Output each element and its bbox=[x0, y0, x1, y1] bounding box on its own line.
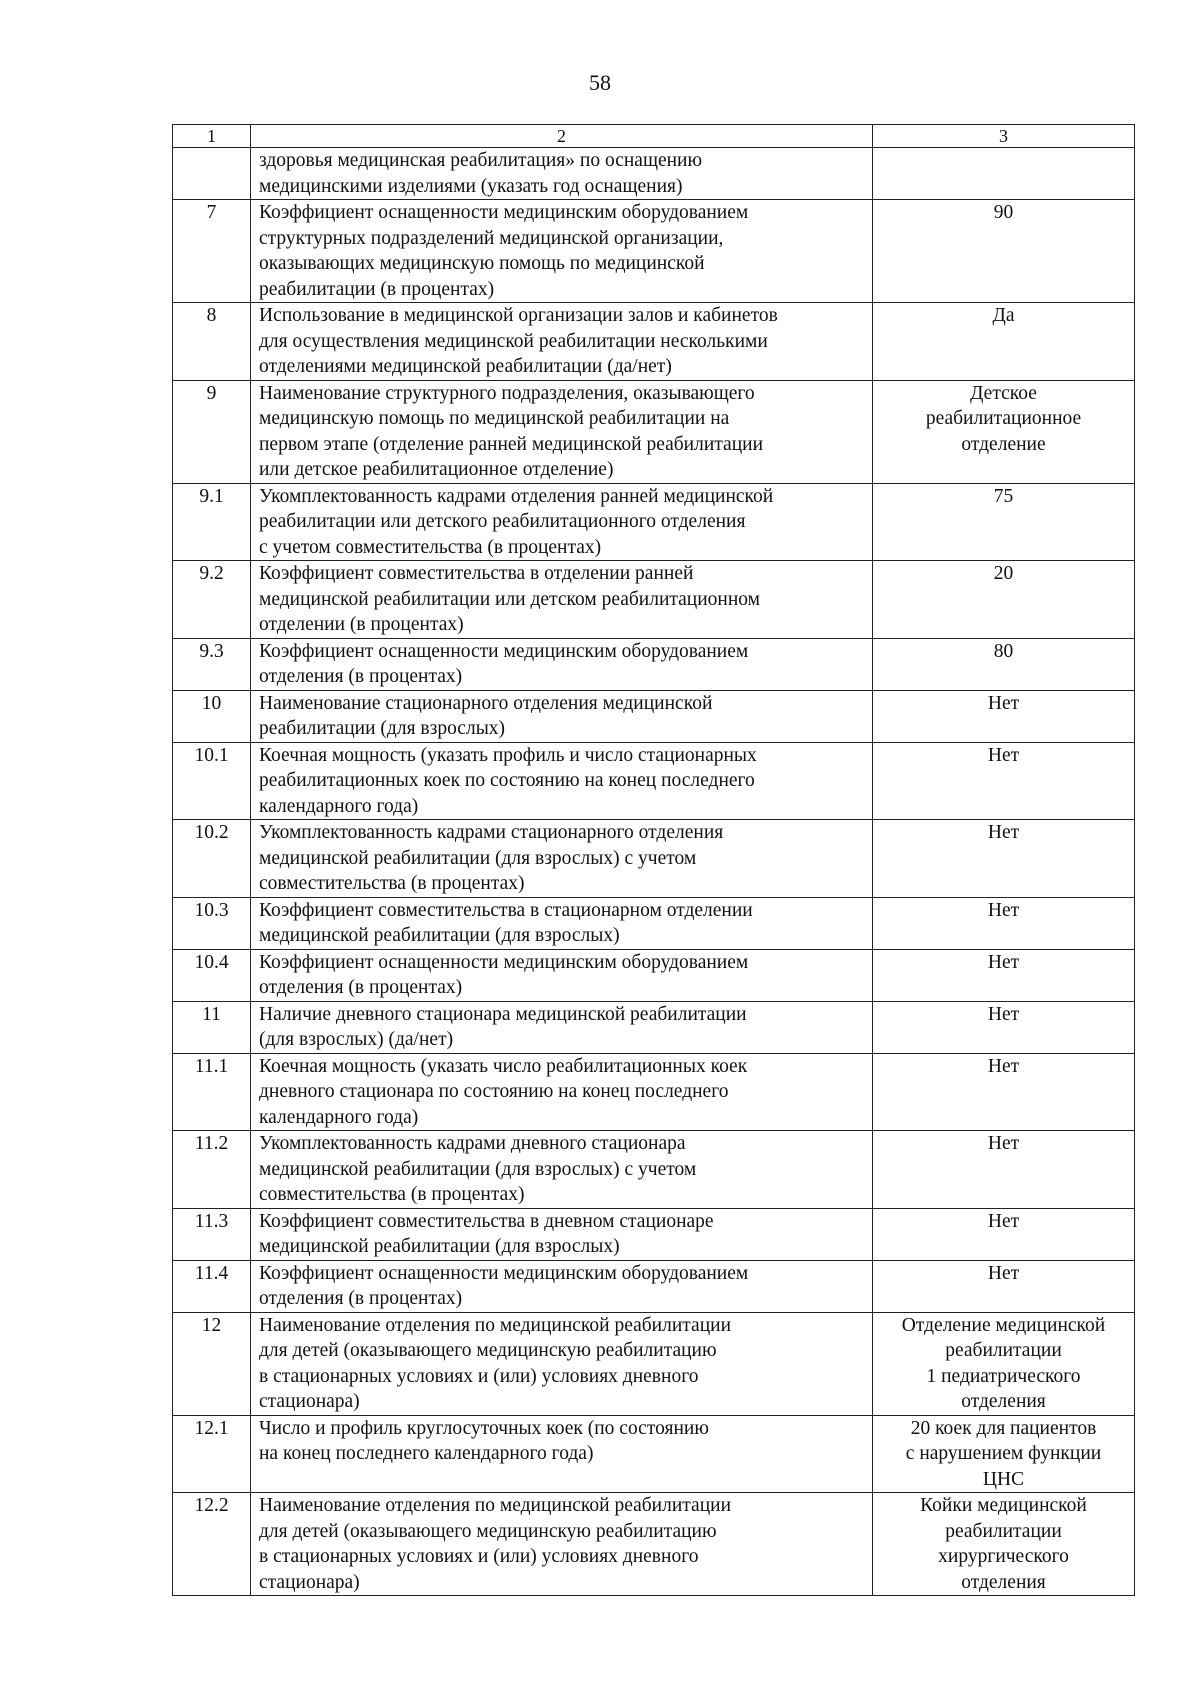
header-cell-description: 2 bbox=[251, 125, 873, 148]
description-line: Коэффициент оснащенности медицинским оборудованием bbox=[259, 1262, 749, 1284]
description-line: для детей (оказывающего медицинскую реабилитацию bbox=[259, 1520, 717, 1542]
row-value-cell bbox=[873, 380, 1135, 483]
row-value-cell bbox=[873, 742, 1135, 820]
row-number-cell bbox=[173, 148, 251, 200]
value-line: Нет bbox=[987, 1262, 1020, 1284]
description-line: Коэффициент оснащенности медицинским оборудованием bbox=[259, 640, 749, 662]
description-line: Наименование отделения по медицинской реабилитации bbox=[259, 1314, 731, 1336]
description-line: медицинскую помощь по медицинской реабилитации на bbox=[259, 408, 730, 429]
description-line: медицинской реабилитации (для взрослых) с учетом bbox=[259, 847, 697, 869]
table-row bbox=[173, 897, 1135, 949]
description-line: медицинской реабилитации (для взрослых) bbox=[259, 1236, 620, 1257]
table-row bbox=[173, 638, 1135, 690]
table-row bbox=[173, 1312, 1135, 1415]
table-row bbox=[173, 742, 1135, 820]
row-description-cell bbox=[251, 1053, 873, 1131]
row-value-cell bbox=[873, 897, 1135, 949]
header-cell-number: 1 bbox=[173, 125, 251, 148]
description-line: Наименование отделения по медицинской реабилитации bbox=[259, 1495, 731, 1516]
table-row bbox=[173, 1053, 1135, 1131]
table-row bbox=[173, 820, 1135, 898]
description-line: медицинскими изделиями (указать год оснащения) bbox=[259, 175, 683, 197]
table-row bbox=[173, 1001, 1135, 1053]
value-line: 20 bbox=[993, 563, 1014, 584]
row-description-cell bbox=[251, 897, 873, 949]
description-line: календарного года) bbox=[259, 795, 419, 817]
table-row bbox=[173, 380, 1135, 483]
description-line: календарного года) bbox=[259, 1106, 419, 1128]
description-line: совместительства (в процентах) bbox=[259, 1184, 525, 1205]
row-number-cell: 8 bbox=[173, 303, 251, 381]
row-value-cell bbox=[873, 1131, 1135, 1209]
description-line: Коэффициент оснащенности медицинским оборудованием bbox=[259, 202, 749, 223]
value-line: реабилитации bbox=[945, 1340, 1062, 1361]
description-line: совместительства (в процентах) bbox=[259, 873, 525, 894]
description-line: или детское реабилитационное отделение) bbox=[259, 459, 614, 480]
row-description-cell bbox=[251, 1312, 873, 1415]
description-line: оказывающих медицинскую помощь по медицинской bbox=[259, 253, 705, 274]
table-row bbox=[173, 148, 1135, 200]
value-line: Нет bbox=[987, 1210, 1020, 1232]
row-description-cell bbox=[251, 1260, 873, 1312]
row-number-cell: 10.1 bbox=[173, 742, 251, 820]
row-value-cell bbox=[873, 1053, 1135, 1131]
row-number-cell: 10.4 bbox=[173, 949, 251, 1001]
description-line: с учетом совместительства (в процентах) bbox=[259, 536, 602, 558]
table-row bbox=[173, 200, 1135, 303]
description-line: на конец последнего календарного года) bbox=[259, 1443, 594, 1464]
description-line: Наименование структурного подразделения, оказывающего bbox=[259, 382, 755, 404]
row-number-cell: 10.3 bbox=[173, 897, 251, 949]
row-value-cell bbox=[873, 1312, 1135, 1415]
value-line: Нет bbox=[987, 822, 1020, 843]
description-line: Коэффициент совместительства в стационарном отделении bbox=[259, 899, 753, 921]
value-line: 80 bbox=[993, 640, 1014, 662]
description-line: Число и профиль круглосуточных коек (по состоянию bbox=[259, 1417, 709, 1439]
row-description-cell bbox=[251, 742, 873, 820]
description-line: в стационарных условиях и (или) условиях дневного bbox=[259, 1365, 699, 1387]
description-line: для детей (оказывающего медицинскую реабилитацию bbox=[259, 1340, 717, 1361]
description-line: стационара) bbox=[259, 1391, 360, 1412]
row-value-cell bbox=[873, 303, 1135, 381]
description-line: реабилитационных коек по состоянию на конец последнего bbox=[259, 770, 755, 791]
row-description-cell bbox=[251, 380, 873, 483]
description-line: стационара) bbox=[259, 1571, 360, 1593]
description-line: отделениями медицинской реабилитации (да/нет) bbox=[259, 356, 672, 377]
row-description-cell bbox=[251, 1415, 873, 1493]
row-description-cell bbox=[251, 1493, 873, 1596]
description-line: в стационарных условиях и (или) условиях дневного bbox=[259, 1546, 699, 1567]
row-number-cell: 12 bbox=[173, 1312, 251, 1415]
value-line: хирургического bbox=[938, 1546, 1069, 1567]
description-line: отделения (в процентах) bbox=[259, 977, 463, 998]
description-line: реабилитации или детского реабилитационного отделения bbox=[259, 511, 746, 532]
row-value-cell bbox=[873, 1001, 1135, 1053]
row-description-cell bbox=[251, 303, 873, 381]
row-description-cell bbox=[251, 690, 873, 742]
description-line: Укомплектованность кадрами дневного стационара bbox=[259, 1133, 686, 1154]
description-line: медицинской реабилитации или детском реабилитационном bbox=[259, 588, 761, 610]
value-line: 1 педиатрического bbox=[926, 1365, 1081, 1387]
row-number-cell: 12.1 bbox=[173, 1415, 251, 1493]
value-line: 90 bbox=[993, 202, 1014, 223]
row-description-cell bbox=[251, 949, 873, 1001]
description-line: отделения (в процентах) bbox=[259, 666, 463, 687]
value-line: 20 коек для пациентов bbox=[910, 1417, 1097, 1439]
page-number: 58 bbox=[589, 70, 611, 95]
row-value-cell bbox=[873, 561, 1135, 639]
row-description-cell bbox=[251, 1001, 873, 1053]
row-value-cell bbox=[873, 820, 1135, 898]
value-line: Отделение медицинской bbox=[901, 1314, 1106, 1336]
row-value-cell bbox=[873, 1208, 1135, 1260]
row-description-cell bbox=[251, 483, 873, 561]
description-line: здоровья медицинская реабилитация» по оснащению bbox=[259, 150, 703, 171]
table-header-row bbox=[173, 125, 1135, 148]
description-line: Наличие дневного стационара медицинской реабилитации bbox=[259, 1003, 747, 1025]
table-row bbox=[173, 1415, 1135, 1493]
row-number-cell: 11.1 bbox=[173, 1053, 251, 1131]
description-line: реабилитации (в процентах) bbox=[259, 278, 495, 300]
description-line: Коэффициент совместительства в дневном стационаре bbox=[259, 1210, 714, 1232]
value-line: 75 bbox=[993, 485, 1014, 507]
value-line: Нет bbox=[987, 692, 1020, 714]
description-line: Коэффициент совместительства в отделении ранней bbox=[259, 563, 694, 584]
row-description-cell bbox=[251, 638, 873, 690]
row-number-cell: 11.3 bbox=[173, 1208, 251, 1260]
row-value-cell bbox=[873, 1260, 1135, 1312]
table-row bbox=[173, 1260, 1135, 1312]
description-line: первом этапе (отделение ранней медицинской реабилитации bbox=[259, 433, 764, 455]
value-line: Нет bbox=[987, 1133, 1020, 1154]
table-row bbox=[173, 949, 1135, 1001]
table-row bbox=[173, 690, 1135, 742]
table-row bbox=[173, 1131, 1135, 1209]
description-line: структурных подразделений медицинской организации, bbox=[259, 227, 724, 249]
row-number-cell: 9.1 bbox=[173, 483, 251, 561]
row-description-cell bbox=[251, 1131, 873, 1209]
row-number-cell: 7 bbox=[173, 200, 251, 303]
description-line: дневного стационара по состоянию на конец последнего bbox=[259, 1081, 729, 1102]
value-line: Детское bbox=[970, 382, 1037, 404]
description-line: Коэффициент оснащенности медицинским оборудованием bbox=[259, 951, 749, 973]
value-line: отделения bbox=[961, 1571, 1046, 1593]
description-line: Наименование стационарного отделения медицинской bbox=[259, 692, 713, 714]
value-line: Нет bbox=[987, 899, 1020, 921]
table-row bbox=[173, 1493, 1135, 1596]
description-line: медицинской реабилитации (для взрослых) bbox=[259, 925, 620, 946]
row-description-cell bbox=[251, 148, 873, 200]
value-line: реабилитации bbox=[945, 1520, 1062, 1542]
value-line: Да bbox=[992, 305, 1015, 326]
row-number-cell: 10 bbox=[173, 690, 251, 742]
description-line: Коечная мощность (указать профиль и число стационарных bbox=[259, 744, 757, 766]
value-line: реабилитационное bbox=[925, 408, 1082, 429]
table-row bbox=[173, 561, 1135, 639]
value-line: с нарушением функции bbox=[905, 1443, 1102, 1464]
value-line: Нет bbox=[987, 1055, 1020, 1077]
description-line: отделении (в процентах) bbox=[259, 614, 464, 635]
value-line: ЦНС bbox=[982, 1468, 1025, 1490]
row-number-cell: 9 bbox=[173, 380, 251, 483]
indicators-table bbox=[172, 124, 1135, 1596]
row-value-cell bbox=[873, 638, 1135, 690]
description-line: медицинской реабилитации (для взрослых) с учетом bbox=[259, 1158, 697, 1180]
value-line: Нет bbox=[987, 744, 1020, 766]
row-number-cell: 10.2 bbox=[173, 820, 251, 898]
description-line: Укомплектованность кадрами отделения ранней медицинской bbox=[259, 485, 774, 507]
description-line: Использование в медицинской организации залов и кабинетов bbox=[259, 305, 778, 326]
value-line: Нет bbox=[987, 951, 1020, 973]
row-value-cell bbox=[873, 1415, 1135, 1493]
table-row bbox=[173, 1208, 1135, 1260]
row-value-cell bbox=[873, 690, 1135, 742]
table-row bbox=[173, 303, 1135, 381]
table-body bbox=[173, 125, 1135, 1596]
row-number-cell: 12.2 bbox=[173, 1493, 251, 1596]
row-number-cell: 11.4 bbox=[173, 1260, 251, 1312]
row-number-cell: 9.2 bbox=[173, 561, 251, 639]
table-row bbox=[173, 483, 1135, 561]
value-line: отделение bbox=[961, 433, 1046, 455]
row-number-cell: 9.3 bbox=[173, 638, 251, 690]
value-line: Нет bbox=[987, 1003, 1020, 1025]
row-value-cell bbox=[873, 949, 1135, 1001]
row-description-cell bbox=[251, 1208, 873, 1260]
row-description-cell bbox=[251, 561, 873, 639]
row-number-cell: 11 bbox=[173, 1001, 251, 1053]
row-value-cell bbox=[873, 148, 1135, 200]
row-description-cell bbox=[251, 820, 873, 898]
row-value-cell bbox=[873, 483, 1135, 561]
description-line: реабилитации (для взрослых) bbox=[259, 718, 506, 739]
description-line: Коечная мощность (указать число реабилитационных коек bbox=[259, 1055, 748, 1077]
row-value-cell bbox=[873, 1493, 1135, 1596]
description-line: (для взрослых) (да/нет) bbox=[259, 1029, 454, 1050]
row-number-cell: 11.2 bbox=[173, 1131, 251, 1209]
value-line: отделения bbox=[961, 1391, 1046, 1412]
description-line: отделения (в процентах) bbox=[259, 1288, 463, 1309]
header-cell-value: 3 bbox=[873, 125, 1135, 148]
value-line: Койки медицинской bbox=[920, 1495, 1087, 1516]
description-line: для осуществления медицинской реабилитации несколькими bbox=[259, 330, 768, 352]
description-line: Укомплектованность кадрами стационарного отделения bbox=[259, 822, 724, 843]
row-value-cell bbox=[873, 200, 1135, 303]
row-description-cell bbox=[251, 200, 873, 303]
